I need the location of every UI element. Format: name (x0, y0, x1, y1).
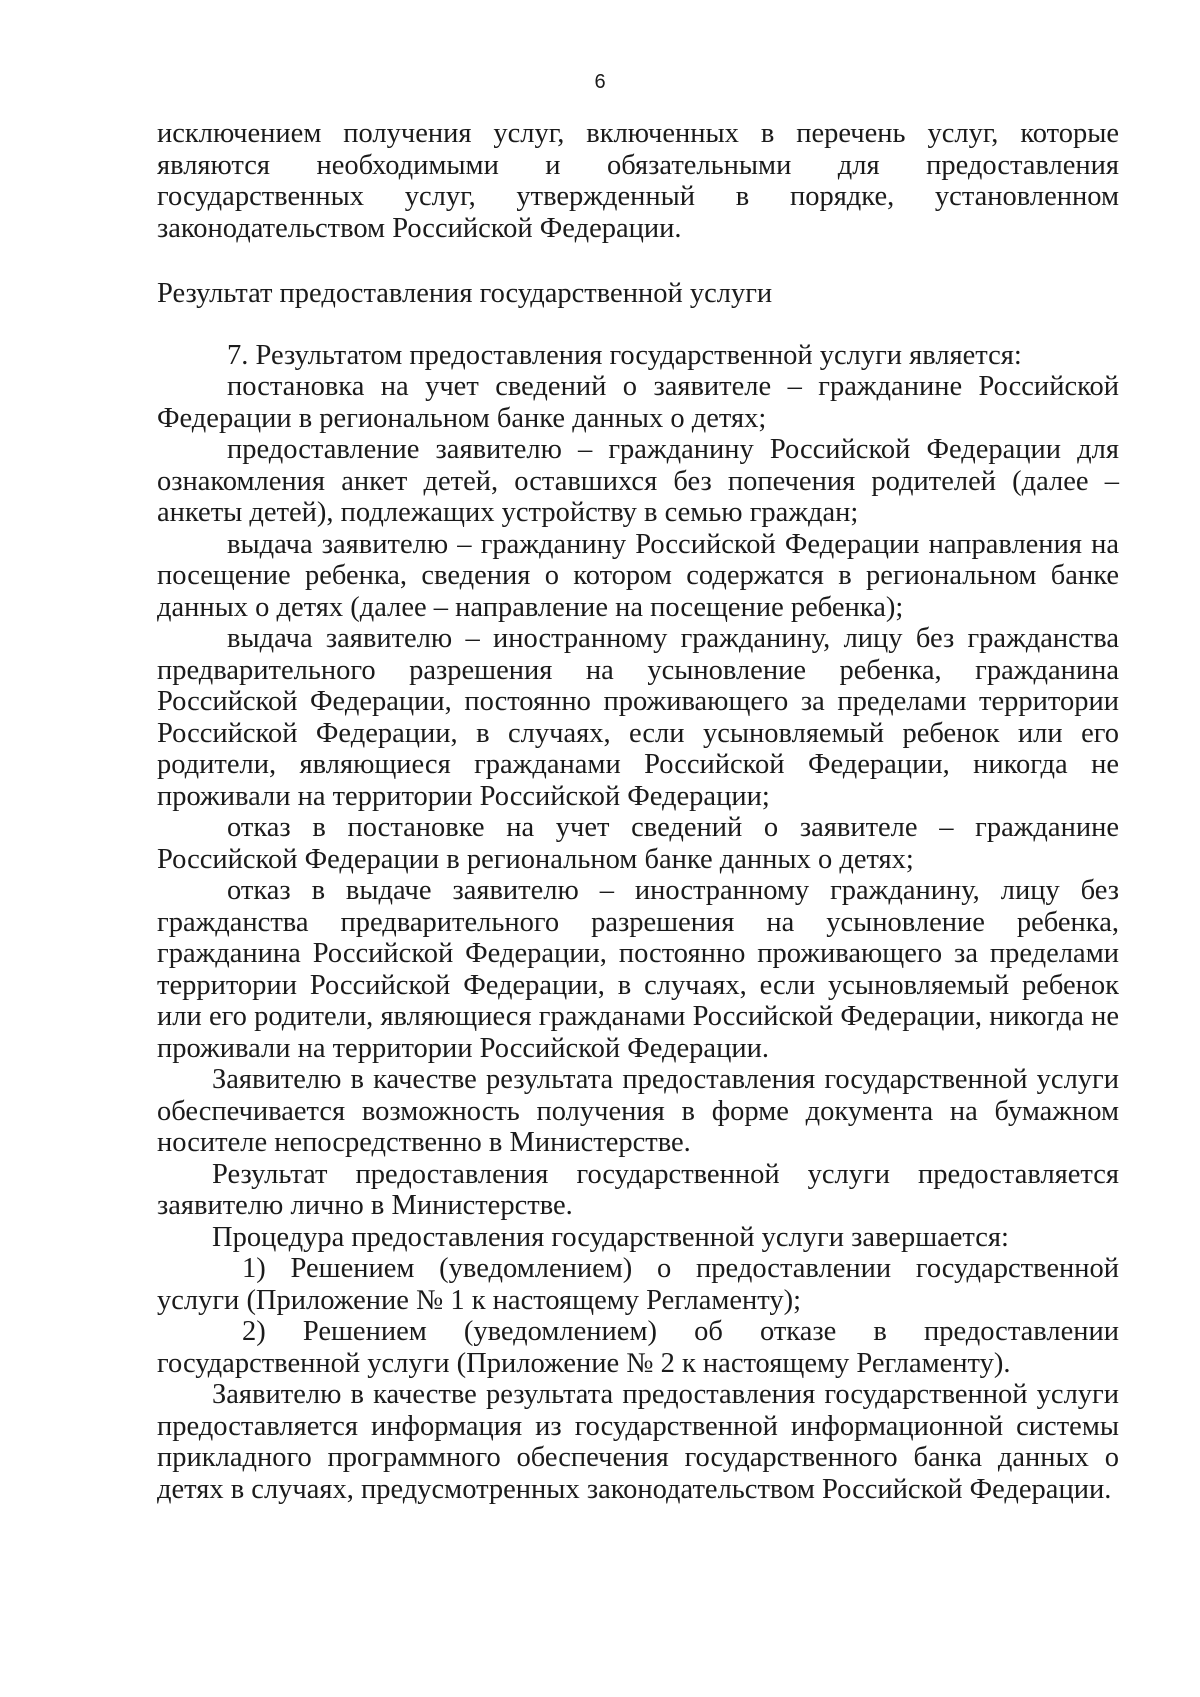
paragraph-in-person: Результат предоставления государственной услуги предоставляется заявителю лично в Министерстве. (157, 1158, 1119, 1221)
paragraph-information-system: Заявителю в качестве результата предоставления государственной услуги предоставляется информация из государственной информационной системы прикладного программного обеспечения государственного банка данных о детях в случаях, предусмотренных законодательством Российской Федерации. (157, 1379, 1119, 1505)
continuation-paragraph: исключением получения услуг, включенных в перечень услуг, которые являются необходимыми и обязательными для предоставления государственных услуг, утвержденный в порядке, установленном законодательством Российской Федерации. (157, 118, 1119, 244)
result-item-registration: постановка на учет сведений о заявителе – гражданине Российской Федерации в региональном банке данных о детях; (157, 371, 1119, 434)
result-item-permit-refusal: отказ в выдаче заявителю – иностранному гражданину, лицу без гражданства предварительного разрешения на усыновление ребенка, гражданина Российской Федерации, постоянно проживающего за пределами территории Российской Федерации, в случаях, если усыновляемый ребенок или его родители, являющиеся гражданами Российской Федерации, никогда не проживали на территории Российской Федерации. (157, 875, 1119, 1064)
page-number: 6 (594, 71, 606, 93)
procedure-item-2: 2) Решением (уведомлением) об отказе в предоставлении государственной услуги (Приложение № 2 к настоящему Регламенту). (157, 1316, 1119, 1379)
document-body (157, 118, 1119, 1505)
section-heading: Результат предоставления государственной услуги (157, 278, 773, 309)
item-7-intro: 7. Результатом предоставления государственной услуги является: (227, 339, 1022, 371)
procedure-item-1: 1) Решением (уведомлением) о предоставлении государственной услуги (Приложение № 1 к настоящему Регламенту); (157, 1253, 1119, 1316)
result-item-registration-refusal: отказ в постановке на учет сведений о заявителе – гражданине Российской Федерации в региональном банке данных о детях; (157, 812, 1119, 875)
result-item-questionnaires: предоставление заявителю – гражданину Российской Федерации для ознакомления анкет детей, оставшихся без попечения родителей (далее – анкеты детей), подлежащих устройству в семью граждан; (157, 434, 1119, 528)
result-item-visit-referral: выдача заявителю – гражданину Российской Федерации направления на посещение ребенка, сведения о котором содержатся в региональном банке данных о детях (далее – направление на посещение ребенка); (157, 528, 1119, 623)
result-item-adoption-permit: выдача заявителю – иностранному гражданину, лицу без гражданства предварительного разрешения на усыновление ребенка, гражданина Российской Федерации, постоянно проживающего за пределами территории Российской Федерации, в случаях, если усыновляемый ребенок или его родители, являющиеся гражданами Российской Федерации, никогда не проживали на территории Российской Федерации; (157, 623, 1119, 812)
procedure-intro: Процедура предоставления государственной услуги завершается: (212, 1221, 1009, 1253)
paragraph-paper-form: Заявителю в качестве результата предоставления государственной услуги обеспечивается возможность получения в форме документа на бумажном носителе непосредственно в Министерстве. (157, 1064, 1119, 1158)
